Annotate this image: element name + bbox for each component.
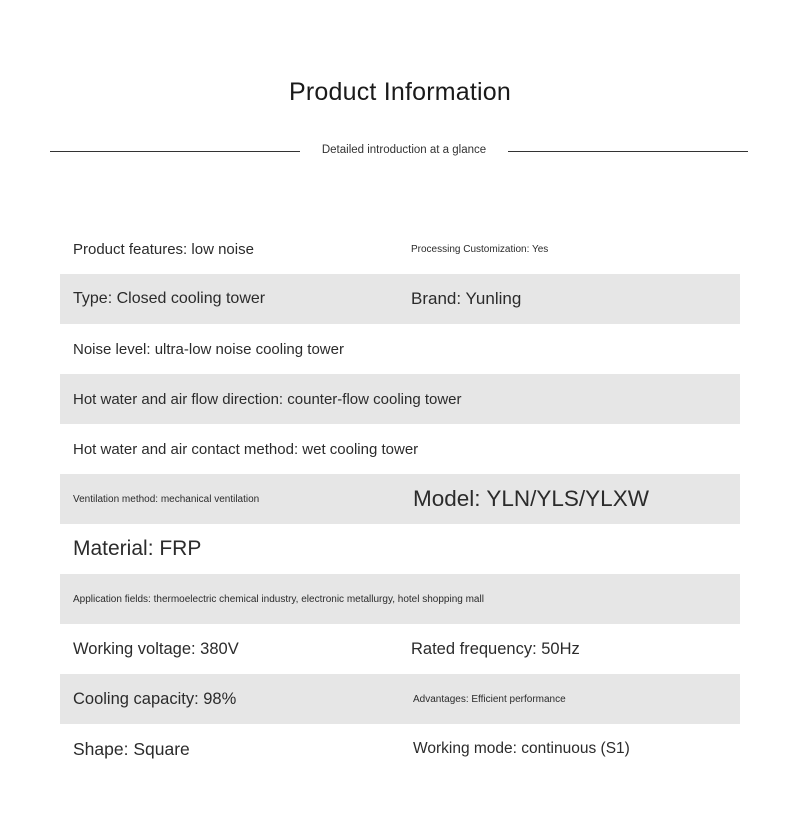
spec-application-fields: Application fields: thermoelectric chemical industry, electronic metallurgy, hotel shopping mall xyxy=(73,593,484,605)
spec-rated-frequency: Rated frequency: 50Hz xyxy=(411,639,580,658)
spec-material: Material: FRP xyxy=(73,537,202,560)
page-title: Product Information xyxy=(289,78,511,106)
spec-row xyxy=(60,424,740,474)
spec-row xyxy=(60,224,740,274)
spec-working-voltage: Working voltage: 380V xyxy=(73,639,239,658)
spec-noise-level: Noise level: ultra-low noise cooling tower xyxy=(73,340,344,358)
spec-row xyxy=(60,524,740,574)
divider-left xyxy=(50,151,300,152)
spec-row xyxy=(60,274,740,324)
spec-row xyxy=(60,674,740,724)
divider-right xyxy=(508,151,748,152)
spec-type: Type: Closed cooling tower xyxy=(73,290,266,307)
spec-brand: Brand: Yunling xyxy=(411,289,522,308)
spec-row xyxy=(60,574,740,624)
spec-advantages: Advantages: Efficient performance xyxy=(413,693,566,705)
spec-row xyxy=(60,374,740,424)
spec-contact-method: Hot water and air contact method: wet cooling tower xyxy=(73,440,419,458)
spec-flow-direction: Hot water and air flow direction: counter-flow cooling tower xyxy=(73,390,462,408)
spec-processing-customization: Processing Customization: Yes xyxy=(411,243,549,255)
spec-model: Model: YLN/YLS/YLXW xyxy=(413,486,649,511)
spec-row xyxy=(60,324,740,374)
spec-product-features: Product features: low noise xyxy=(73,240,254,258)
spec-cooling-capacity: Cooling capacity: 98% xyxy=(73,689,237,708)
spec-row xyxy=(60,724,740,774)
spec-row xyxy=(60,624,740,674)
section-subtitle: Detailed introduction at a glance xyxy=(321,144,487,156)
spec-row xyxy=(60,474,740,524)
spec-table xyxy=(60,224,740,774)
spec-working-mode: Working mode: continuous (S1) xyxy=(413,740,630,757)
spec-shape: Shape: Square xyxy=(73,738,190,759)
spec-ventilation-method: Ventilation method: mechanical ventilation xyxy=(73,493,260,505)
